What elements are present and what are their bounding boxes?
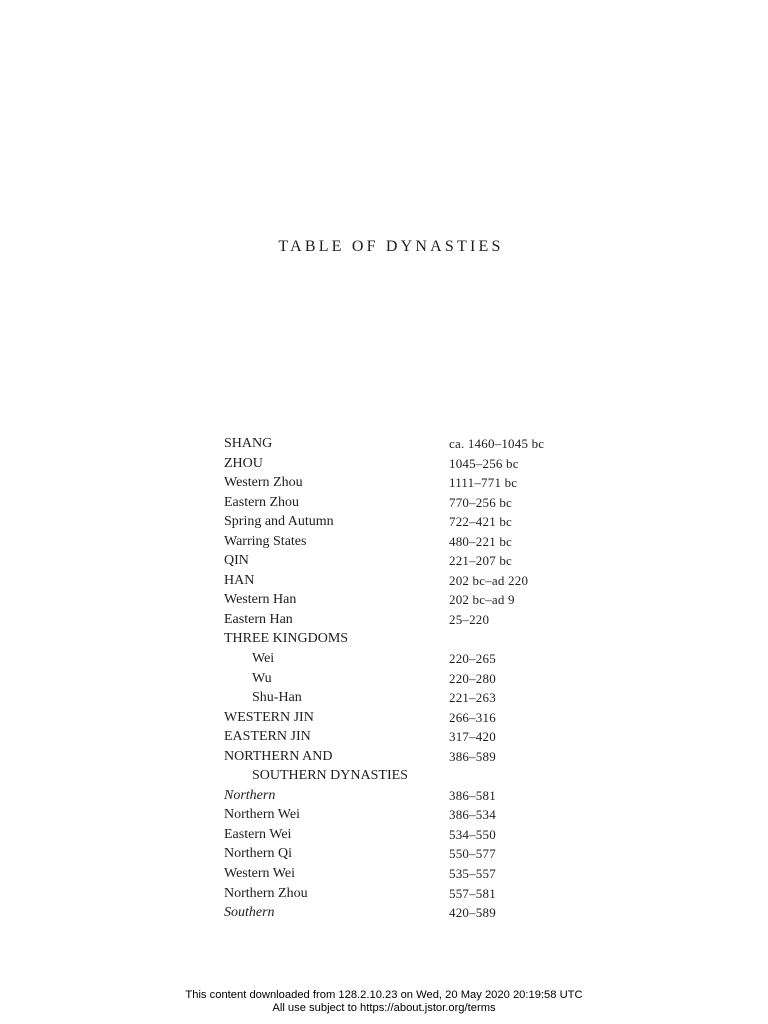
dynasty-name: EASTERN JIN bbox=[224, 729, 311, 745]
dynasty-name: Eastern Han bbox=[224, 611, 293, 627]
dynasty-row bbox=[224, 884, 564, 904]
dynasty-name: HAN bbox=[224, 572, 255, 588]
dynasty-row bbox=[224, 473, 564, 493]
dynasty-dates: 220–280 bbox=[449, 670, 496, 686]
dynasty-name: Western Zhou bbox=[224, 475, 303, 491]
dynasty-name: Northern Zhou bbox=[224, 885, 308, 901]
dynasty-name: Wei bbox=[252, 651, 275, 667]
dynasty-row bbox=[224, 766, 564, 786]
dynasty-row bbox=[224, 649, 564, 669]
dynasty-name: Warring States bbox=[224, 533, 307, 549]
dynasty-dates: 480–221 bc bbox=[449, 533, 513, 549]
dynasty-dates: 25–220 bbox=[449, 611, 490, 627]
dynasty-dates: 557–581 bbox=[449, 885, 496, 901]
dynasty-row bbox=[224, 454, 564, 474]
dynasty-dates: 550–577 bbox=[449, 846, 496, 862]
dynasty-dates: 722–421 bc bbox=[449, 514, 513, 530]
dynasty-dates: 221–207 bc bbox=[449, 553, 513, 569]
dynasty-row bbox=[224, 610, 564, 630]
dynasty-dates: 770–256 bc bbox=[449, 494, 513, 510]
dynasty-dates: 317–420 bbox=[449, 729, 496, 745]
dynasty-row bbox=[224, 708, 564, 728]
dynasty-name: Spring and Autumn bbox=[224, 514, 334, 530]
dynasty-dates: 202 bc–ad 220 bbox=[449, 572, 529, 588]
dynasty-name: THREE KINGDOMS bbox=[224, 631, 349, 647]
dynasty-row bbox=[224, 512, 564, 532]
dynasty-dates: ca. 1460–1045 bc bbox=[449, 436, 545, 451]
dynasty-dates: 420–589 bbox=[449, 905, 496, 921]
dynasty-row bbox=[224, 629, 564, 649]
dynasty-row bbox=[224, 805, 564, 825]
dynasty-dates: 386–534 bbox=[449, 807, 496, 823]
dynasty-name: Southern bbox=[224, 905, 275, 921]
dynasty-row bbox=[224, 825, 564, 845]
dynasty-row bbox=[224, 786, 564, 806]
dynasty-table bbox=[224, 434, 564, 923]
dynasty-name: Eastern Zhou bbox=[224, 494, 300, 510]
dynasty-dates: 202 bc–ad 9 bbox=[449, 592, 515, 608]
dynasty-row bbox=[224, 434, 564, 454]
dynasty-name: ZHOU bbox=[224, 455, 263, 471]
dynasty-dates: 534–550 bbox=[449, 826, 496, 842]
dynasty-dates: 221–263 bbox=[449, 690, 496, 706]
dynasty-name: Northern Qi bbox=[224, 846, 293, 862]
dynasty-row bbox=[224, 747, 564, 767]
dynasty-name: Eastern Wei bbox=[224, 826, 292, 842]
dynasty-name: NORTHERN AND bbox=[224, 748, 333, 764]
dynasty-row bbox=[224, 493, 564, 513]
dynasty-row bbox=[224, 864, 564, 884]
page-title: TABLE OF DYNASTIES bbox=[278, 238, 504, 255]
dynasty-row bbox=[224, 571, 564, 591]
dynasty-name: Wu bbox=[252, 670, 272, 686]
dynasty-row bbox=[224, 532, 564, 552]
dynasty-row bbox=[224, 844, 564, 864]
dynasty-name: SOUTHERN DYNASTIES bbox=[252, 768, 408, 784]
dynasty-dates: 266–316 bbox=[449, 709, 496, 725]
dynasty-row bbox=[224, 590, 564, 610]
dynasty-name: SHANG bbox=[224, 436, 273, 451]
dynasty-name: Northern Wei bbox=[224, 807, 300, 823]
dynasty-name: WESTERN JIN bbox=[224, 709, 314, 725]
dynasty-dates: 220–265 bbox=[449, 651, 496, 667]
dynasty-dates: 1045–256 bc bbox=[449, 455, 519, 471]
dynasty-dates: 535–557 bbox=[449, 866, 496, 882]
download-footer bbox=[0, 989, 768, 1014]
dynasty-dates: 386–589 bbox=[449, 748, 496, 764]
dynasty-row bbox=[224, 903, 564, 923]
dynasty-row bbox=[224, 727, 564, 747]
dynasty-row bbox=[224, 688, 564, 708]
footer-download-notice: This content downloaded from 128.2.10.23 on Wed, 20 May 2020 20:19:58 UTC bbox=[185, 989, 583, 1001]
dynasty-name: Northern bbox=[224, 787, 276, 803]
dynasty-name: Shu-Han bbox=[252, 690, 302, 706]
dynasty-row bbox=[224, 551, 564, 571]
dynasty-name: QIN bbox=[224, 553, 249, 569]
dynasty-dates: 386–581 bbox=[449, 787, 496, 803]
footer-terms-notice: All use subject to https://about.jstor.org/terms bbox=[272, 1001, 496, 1014]
dynasty-dates: 1111–771 bc bbox=[449, 475, 518, 491]
dynasty-name: Western Wei bbox=[224, 866, 295, 882]
dynasty-name: Western Han bbox=[224, 592, 297, 608]
dynasty-row bbox=[224, 669, 564, 689]
